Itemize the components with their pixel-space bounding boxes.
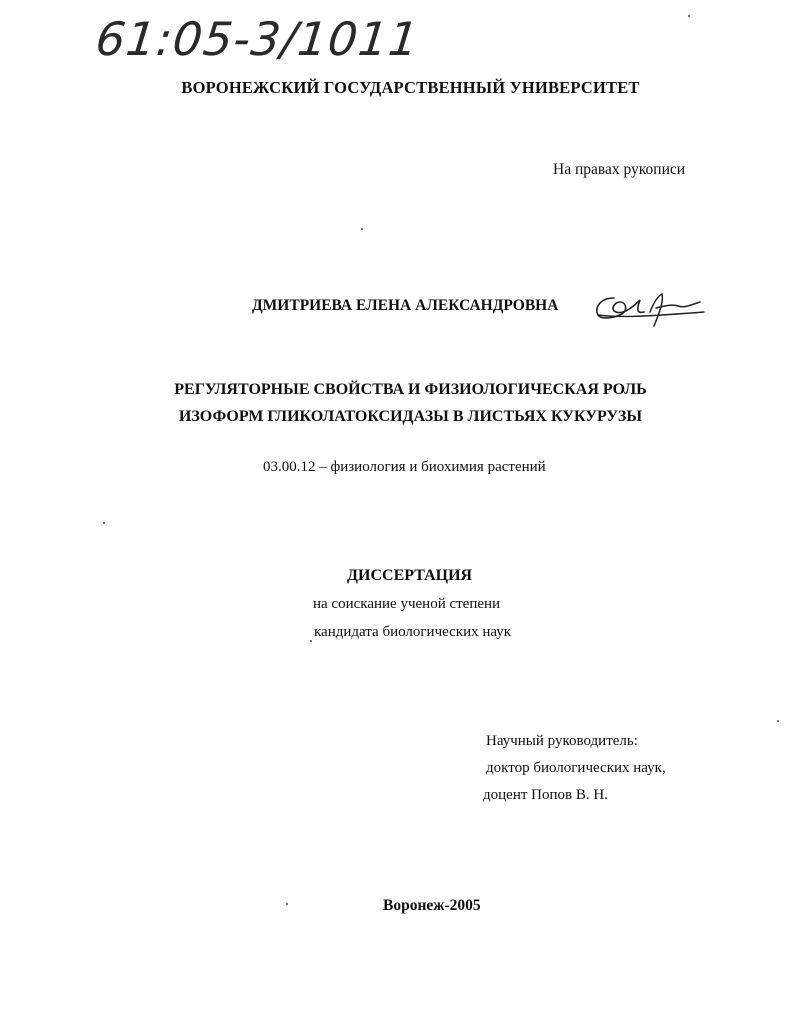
- title-line-1: РЕГУЛЯТОРНЫЕ СВОЙСТВА И ФИЗИОЛОГИЧЕСКАЯ РОЛЬ: [174, 381, 647, 398]
- dissertation-title: [0, 376, 795, 430]
- rights-note: На правах рукописи: [553, 161, 686, 178]
- title-line-2: ИЗОФОРМ ГЛИКОЛАТОКСИДАЗЫ В ЛИСТЬЯХ КУКУРУЗЫ: [178, 408, 643, 425]
- city-year: Воронеж-2005: [383, 897, 481, 914]
- supervisor-degree: доктор биологических наук,: [486, 760, 666, 776]
- supervisor-name: доцент Попов В. Н.: [483, 787, 608, 803]
- scan-speck: [688, 15, 690, 17]
- archive-number-handwritten: 61:05-3/1011: [93, 12, 422, 66]
- supervisor-role: Научный руководитель:: [486, 733, 638, 749]
- document-type: ДИССЕРТАЦИЯ: [347, 567, 473, 584]
- degree-purpose-line-1: на соискание ученой степени: [313, 596, 501, 612]
- specialty-code: 03.00.12 – физиология и биохимия растений: [263, 459, 546, 475]
- scan-speck: [310, 640, 312, 642]
- scan-speck: [777, 720, 779, 722]
- signature-icon: [592, 288, 707, 335]
- scan-speck: [103, 522, 105, 524]
- author-name: ДМИТРИЕВА ЕЛЕНА АЛЕКСАНДРОВНА: [252, 297, 559, 314]
- scan-speck: [361, 228, 363, 230]
- scan-speck: [286, 903, 288, 905]
- university-name: ВОРОНЕЖСКИЙ ГОСУДАРСТВЕННЫЙ УНИВЕРСИТЕТ: [181, 78, 640, 97]
- degree-purpose-line-2: кандидата биологических наук: [314, 624, 512, 640]
